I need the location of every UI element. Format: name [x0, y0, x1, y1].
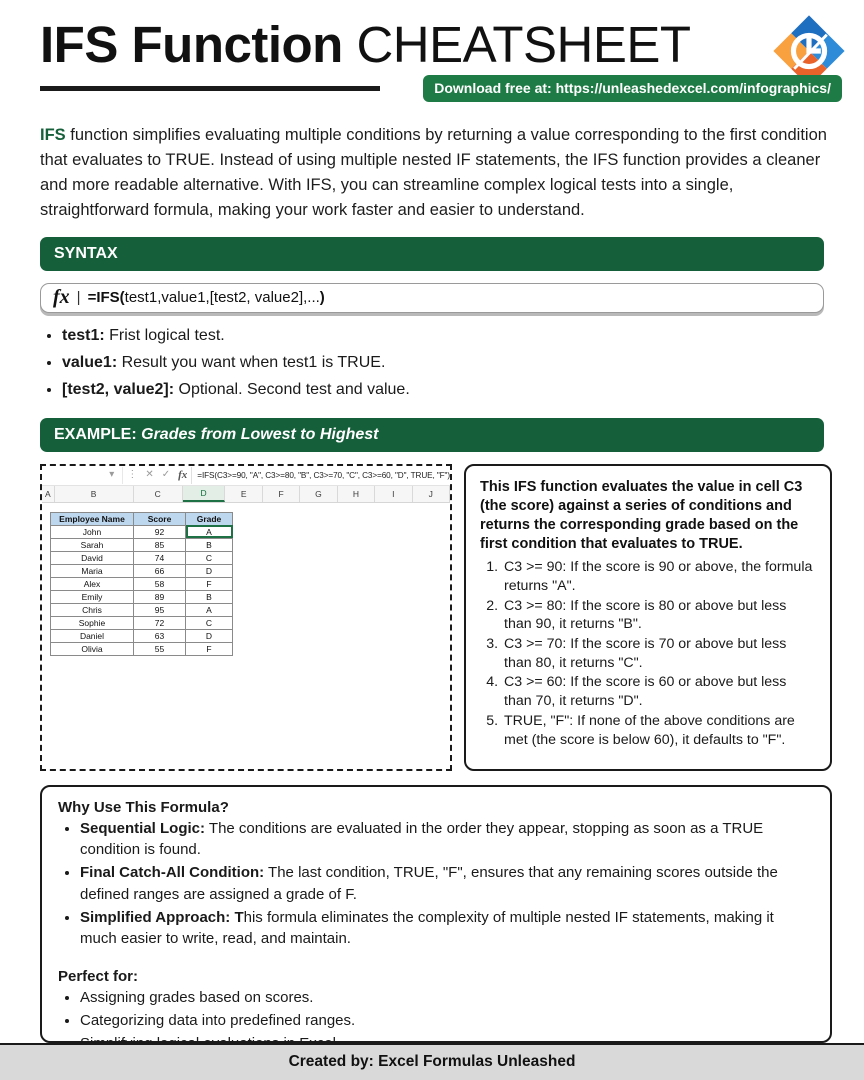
syntax-formula-text [88, 289, 325, 306]
cell-score[interactable]: 66 [134, 564, 186, 577]
header-rule-row [40, 78, 834, 104]
fx-icon: fx [53, 286, 70, 309]
page-title [40, 18, 691, 72]
cell-grade[interactable]: A [186, 603, 233, 616]
column-header-d[interactable]: D [183, 486, 226, 502]
vertical-dots-icon[interactable]: ⋮ [127, 469, 138, 481]
list-item [62, 323, 824, 349]
table-row[interactable] [51, 616, 233, 629]
explanation-box [464, 464, 832, 771]
cell-score[interactable]: 92 [134, 525, 186, 538]
why-desc: The last condition, TRUE, "F", ensures that any remaining scores outside the defined ranges are assigned a grade of F. [80, 864, 778, 903]
arg-term: value1: [62, 353, 118, 371]
why-use-box [40, 785, 832, 1043]
fx-separator: | [76, 289, 81, 307]
explanation-steps [480, 558, 816, 749]
list-item [80, 862, 814, 906]
column-header-e[interactable]: E [225, 486, 262, 502]
table-row[interactable] [51, 603, 233, 616]
cell-score[interactable]: 63 [134, 629, 186, 642]
intro-paragraph [40, 123, 834, 223]
column-header-b[interactable]: B [55, 486, 134, 502]
example-header-rest: Grades from Lowest to Highest [136, 425, 379, 443]
cell-name[interactable]: Chris [51, 603, 134, 616]
why-desc: The conditions are evaluated in the order they appear, stopping as soon as a TRUE condition is found. [80, 819, 764, 859]
why-title: Why Use This Formula? [58, 798, 229, 816]
formula-prefix: =IFS( [87, 289, 125, 307]
cell-name[interactable]: John [51, 525, 134, 538]
syntax-argument-list [62, 323, 824, 404]
cell-name[interactable]: Emily [51, 590, 134, 603]
why-term: Sequential Logic: [80, 819, 206, 837]
table-header-cell: Score [134, 512, 186, 525]
formula-suffix: ) [319, 289, 325, 307]
list-item [62, 377, 824, 403]
chevron-down-icon[interactable]: ▾ [109, 469, 115, 481]
list-item: 2. C3 >= 80: If the score is 80 or above but less than 90, it returns "B". [502, 597, 816, 634]
list-item [62, 350, 824, 376]
column-header-g[interactable]: G [300, 486, 337, 502]
syntax-formula-bar[interactable] [40, 283, 824, 313]
list-item: • Assigning grades based on scores. [80, 987, 814, 1009]
intro-body: function simplifies evaluating multiple conditions by returning a value corresponding to the first condition that evaluates to TRUE. Instead of using multiple nested IF statements, the IFS function provides a cleaner and more readable alternative. With IFS, you can streamline complex logical tests into a single, straightforward formula, making your work faster and easier to understand. [40, 125, 827, 219]
table-header-row [51, 512, 233, 525]
table-row[interactable] [51, 642, 233, 655]
fx-icon[interactable]: fx [178, 468, 188, 481]
list-item: 5. TRUE, "F": If none of the above conditions are met (the score is below 60), it defaults to "F". [502, 712, 816, 749]
arg-term: test1: [62, 326, 105, 344]
cell-score[interactable]: 55 [134, 642, 186, 655]
cell-name[interactable]: Sarah [51, 538, 134, 551]
table-row[interactable] [51, 551, 233, 564]
cell-score[interactable]: 95 [134, 603, 186, 616]
grades-table [50, 512, 233, 656]
list-item: 4. C3 >= 60: If the score is 60 or above but less than 70, it returns "D". [502, 673, 816, 710]
checkmark-icon[interactable]: ✓ [161, 469, 171, 481]
cell-grade[interactable]: F [186, 577, 233, 590]
cell-name[interactable]: Maria [51, 564, 134, 577]
column-header-c[interactable]: C [134, 486, 183, 502]
cell-grade[interactable]: A [186, 525, 233, 538]
list-item: • Categorizing data into predefined ranges. [80, 1010, 814, 1032]
formula-args: test1,value1,[test2, value2],... [124, 289, 320, 307]
column-header-i[interactable]: I [375, 486, 412, 502]
arg-term: [test2, value2]: [62, 380, 175, 398]
why-term: Simplified Approach: T [80, 908, 244, 926]
cell-score[interactable]: 89 [134, 590, 186, 603]
download-banner[interactable]: Download free at: https://unleashedexcel.com/infographics/ [423, 75, 842, 102]
arg-desc: Frist logical test. [104, 326, 225, 344]
cell-grade[interactable]: C [186, 616, 233, 629]
table-row[interactable] [51, 538, 233, 551]
explanation-lead: This IFS function evaluates the value in cell C3 (the score) against a series of conditions and returns the corresponding grade based on the first condition that evaluates to TRUE. [480, 478, 803, 552]
list-item: 1. C3 >= 90: If the score is 90 or above, the formula returns "A". [502, 558, 816, 595]
excel-column-headers [42, 486, 450, 503]
title-light-part: CHEATSHEET [356, 16, 691, 73]
cancel-x-icon[interactable]: ✕ [145, 469, 154, 481]
cell-grade[interactable]: F [186, 642, 233, 655]
table-row[interactable] [51, 577, 233, 590]
table-row[interactable] [51, 564, 233, 577]
list-item: 3. C3 >= 70: If the score is 70 or above but less than 80, it returns "C". [502, 635, 816, 672]
excel-name-box[interactable] [46, 467, 123, 484]
cell-name[interactable]: David [51, 551, 134, 564]
cell-name[interactable]: Sophie [51, 616, 134, 629]
page-header [0, 0, 864, 119]
cell-name[interactable]: Alex [51, 577, 134, 590]
arg-desc: Result you want when test1 is TRUE. [117, 353, 386, 371]
list-item [80, 818, 814, 862]
table-row[interactable] [51, 590, 233, 603]
column-header-j[interactable]: J [413, 486, 450, 502]
cell-score[interactable]: 85 [134, 538, 186, 551]
syntax-section-header: SYNTAX [40, 237, 824, 271]
table-row[interactable] [51, 525, 233, 538]
arg-desc: Optional. Second test and value. [174, 380, 410, 398]
table-header-cell: Grade [186, 512, 233, 525]
perfect-for-title: Perfect for: [58, 968, 139, 986]
excel-formula-bar[interactable]: =IFS(C3>=90, "A", C3>=80, "B", C3>=70, "C", C3>=60, "D", TRUE, "F") [191, 467, 450, 484]
cell-grade[interactable]: B [186, 590, 233, 603]
cell-name[interactable]: Daniel [51, 629, 134, 642]
cell-grade[interactable]: D [186, 629, 233, 642]
table-header-cell: Employee Name [51, 512, 134, 525]
column-header-h[interactable]: H [338, 486, 375, 502]
why-points-list [58, 818, 814, 951]
title-row [40, 18, 834, 72]
title-bold-part: IFS Function [40, 16, 343, 73]
cell-grade[interactable]: D [186, 564, 233, 577]
cell-score[interactable]: 74 [134, 551, 186, 564]
excel-grid [42, 503, 450, 769]
example-header-lead: EXAMPLE: [54, 425, 137, 443]
why-desc: his formula eliminates the complexity of multiple nested IF statements, making it much easier to write, read, and maintain. [80, 908, 774, 948]
column-header-f[interactable]: F [263, 486, 300, 502]
footer-credit: Created by: Excel Formulas Unleashed [288, 1053, 576, 1071]
table-row[interactable] [51, 629, 233, 642]
cell-score[interactable]: 72 [134, 616, 186, 629]
example-section-header [40, 418, 824, 452]
cell-grade[interactable]: C [186, 551, 233, 564]
header-divider [40, 86, 380, 91]
column-header-a[interactable]: A [42, 486, 55, 502]
cell-grade[interactable]: B [186, 538, 233, 551]
cell-score[interactable]: 58 [134, 577, 186, 590]
example-body [40, 464, 832, 771]
excel-toolbar [42, 466, 450, 486]
why-term: Final Catch-All Condition: [80, 864, 265, 882]
list-item [80, 907, 814, 951]
intro-keyword: IFS [40, 125, 66, 144]
cell-name[interactable]: Olivia [51, 642, 134, 655]
excel-screenshot [40, 464, 452, 771]
page-footer [0, 1043, 864, 1080]
